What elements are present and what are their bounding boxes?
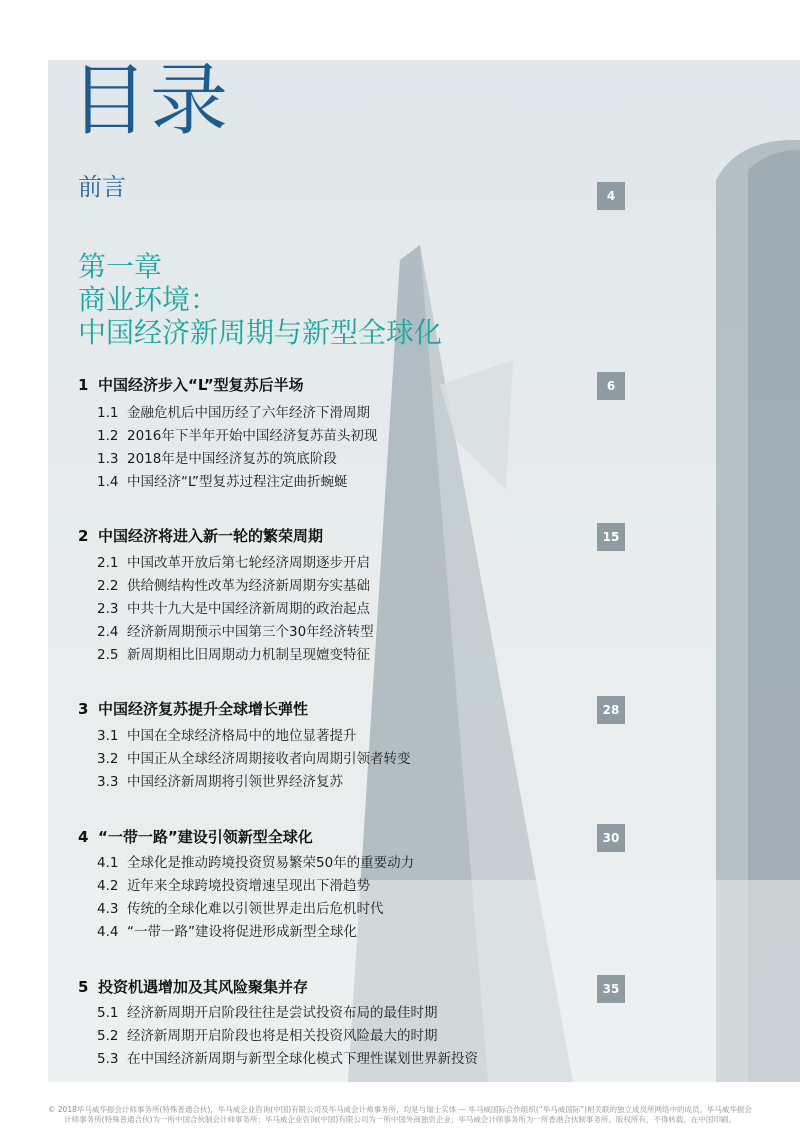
item-number: 5.1 xyxy=(97,1005,119,1021)
item-text: 中国改革开放后第七轮经济周期逐步开启 xyxy=(127,555,370,571)
section-5-page-number: 35 xyxy=(597,975,625,1003)
section-title: “一带一路”建设引领新型全球化 xyxy=(98,828,313,846)
item-number: 2.5 xyxy=(97,647,119,663)
toc-item-5-2[interactable] xyxy=(97,1024,438,1044)
toc-item-5-3[interactable] xyxy=(97,1047,478,1067)
item-text: 新周期相比旧周期动力机制呈现嬗变特征 xyxy=(127,647,370,663)
toc-item-2-1[interactable] xyxy=(97,551,370,571)
item-number: 4.1 xyxy=(97,855,119,871)
item-number: 1.4 xyxy=(97,474,119,490)
item-number: 1.3 xyxy=(97,451,119,467)
toc-item-4-1[interactable] xyxy=(97,851,414,871)
item-text: 中国正从全球经济周期接收者向周期引领者转变 xyxy=(127,751,411,767)
item-number: 3.2 xyxy=(97,751,119,767)
toc-item-1-3[interactable] xyxy=(97,447,337,467)
toc-item-2-3[interactable] xyxy=(97,597,370,617)
item-number: 4.2 xyxy=(97,878,119,894)
chapter-subject: 商业环境： xyxy=(78,283,219,316)
item-text: 中共十九大是中国经济新周期的政治起点 xyxy=(127,601,370,617)
item-text: 中国经济“L”型复苏过程注定曲折蜿蜒 xyxy=(127,474,348,490)
toc-item-2-4[interactable] xyxy=(97,620,374,640)
footer-line-1: © 2018毕马威华振会计师事务所(特殊普通合伙)，毕马威企业咨询(中国)有限公司及毕马威会计师事务所，均是与瑞士实体 — 毕马威国际合作组织(“毕马威国际”)相关联的独立成员所网络中的成员。毕马威华振会 xyxy=(47,1105,753,1114)
preface-page-number: 4 xyxy=(597,182,625,210)
section-3-page-number: 28 xyxy=(597,696,625,724)
footer-line-2: 计师事务所(特殊普通合伙)为一所中国合伙制会计师事务所；毕马威企业咨询(中国)有限公司为一所中国外商独资企业；毕马威会计师事务所为一所香港合伙制事务所。版权所有，不得转载。在中国印刷。 xyxy=(64,1114,736,1124)
section-4-page-number: 30 xyxy=(597,824,625,852)
item-number: 2.2 xyxy=(97,578,119,594)
toc-item-3-1[interactable] xyxy=(97,724,357,744)
item-text: 中国经济新周期将引领世界经济复苏 xyxy=(127,774,343,790)
item-text: 经济新周期预示中国第三个30年经济转型 xyxy=(127,624,374,640)
item-text: 供给侧结构性改革为经济新周期夯实基础 xyxy=(127,578,370,594)
preface-entry[interactable]: 前言 xyxy=(78,173,126,201)
section-heading-5[interactable] xyxy=(78,976,308,997)
section-heading-1[interactable] xyxy=(78,374,304,395)
section-title: 中国经济将进入新一轮的繁荣周期 xyxy=(98,527,324,545)
section-number: 4 xyxy=(78,828,89,846)
section-number: 2 xyxy=(78,527,89,545)
section-title: 中国经济步入“L”型复苏后半场 xyxy=(98,376,304,394)
section-title: 投资机遇增加及其风险聚集并存 xyxy=(98,978,309,996)
section-heading-2[interactable] xyxy=(78,525,323,546)
section-number: 5 xyxy=(78,978,89,996)
section-2-page-number: 15 xyxy=(597,523,625,551)
section-number: 3 xyxy=(78,700,89,718)
page-title: 目录 xyxy=(70,56,231,146)
section-title: 中国经济复苏提升全球增长弹性 xyxy=(98,700,309,718)
toc-item-4-3[interactable] xyxy=(97,897,384,917)
item-number: 3.1 xyxy=(97,728,119,744)
toc-item-5-1[interactable] xyxy=(97,1001,438,1021)
section-heading-3[interactable] xyxy=(78,698,308,719)
item-text: 经济新周期开启阶段往往是尝试投资布局的最佳时期 xyxy=(127,1005,438,1021)
section-1-page-number: 6 xyxy=(597,372,625,400)
item-text: “一带一路”建设将促进形成新型全球化 xyxy=(127,924,357,940)
item-text: 传统的全球化难以引领世界走出后危机时代 xyxy=(127,901,384,917)
item-text: 全球化是推动跨境投资贸易繁荣50年的重要动力 xyxy=(127,855,415,871)
item-number: 2.1 xyxy=(97,555,119,571)
toc-item-4-4[interactable] xyxy=(97,920,357,940)
toc-item-2-2[interactable] xyxy=(97,574,370,594)
item-text: 2018年是中国经济复苏的筑底阶段 xyxy=(127,451,337,467)
item-number: 1.2 xyxy=(97,428,119,444)
toc-item-2-5[interactable] xyxy=(97,643,370,663)
item-number: 2.4 xyxy=(97,624,119,640)
item-number: 3.3 xyxy=(97,774,119,790)
item-number: 5.2 xyxy=(97,1028,119,1044)
item-text: 2016年下半年开始中国经济复苏苗头初现 xyxy=(127,428,378,444)
toc-item-3-3[interactable] xyxy=(97,770,343,790)
item-number: 2.3 xyxy=(97,601,119,617)
item-number: 4.4 xyxy=(97,924,119,940)
item-text: 近年来全球跨境投资增速呈现出下滑趋势 xyxy=(127,878,370,894)
item-text: 金融危机后中国历经了六年经济下滑周期 xyxy=(127,405,370,421)
section-heading-4[interactable] xyxy=(78,826,313,847)
toc-item-1-4[interactable] xyxy=(97,470,347,490)
item-number: 4.3 xyxy=(97,901,119,917)
item-text: 中国在全球经济格局中的地位显著提升 xyxy=(127,728,357,744)
toc-item-3-2[interactable] xyxy=(97,747,411,767)
item-text: 在中国经济新周期与新型全球化模式下理性谋划世界新投资 xyxy=(127,1051,478,1067)
section-number: 1 xyxy=(78,376,89,394)
toc-item-1-2[interactable] xyxy=(97,424,377,444)
item-text: 经济新周期开启阶段也将是相关投资风险最大的时期 xyxy=(127,1028,438,1044)
toc-item-1-1[interactable] xyxy=(97,401,370,421)
chapter-number: 第一章 xyxy=(78,250,163,283)
toc-item-4-2[interactable] xyxy=(97,874,370,894)
chapter-heading xyxy=(78,250,442,349)
item-number: 5.3 xyxy=(97,1051,119,1067)
copyright-footer xyxy=(30,1105,770,1125)
chapter-title: 中国经济新周期与新型全球化 xyxy=(78,316,443,349)
item-number: 1.1 xyxy=(97,405,119,421)
